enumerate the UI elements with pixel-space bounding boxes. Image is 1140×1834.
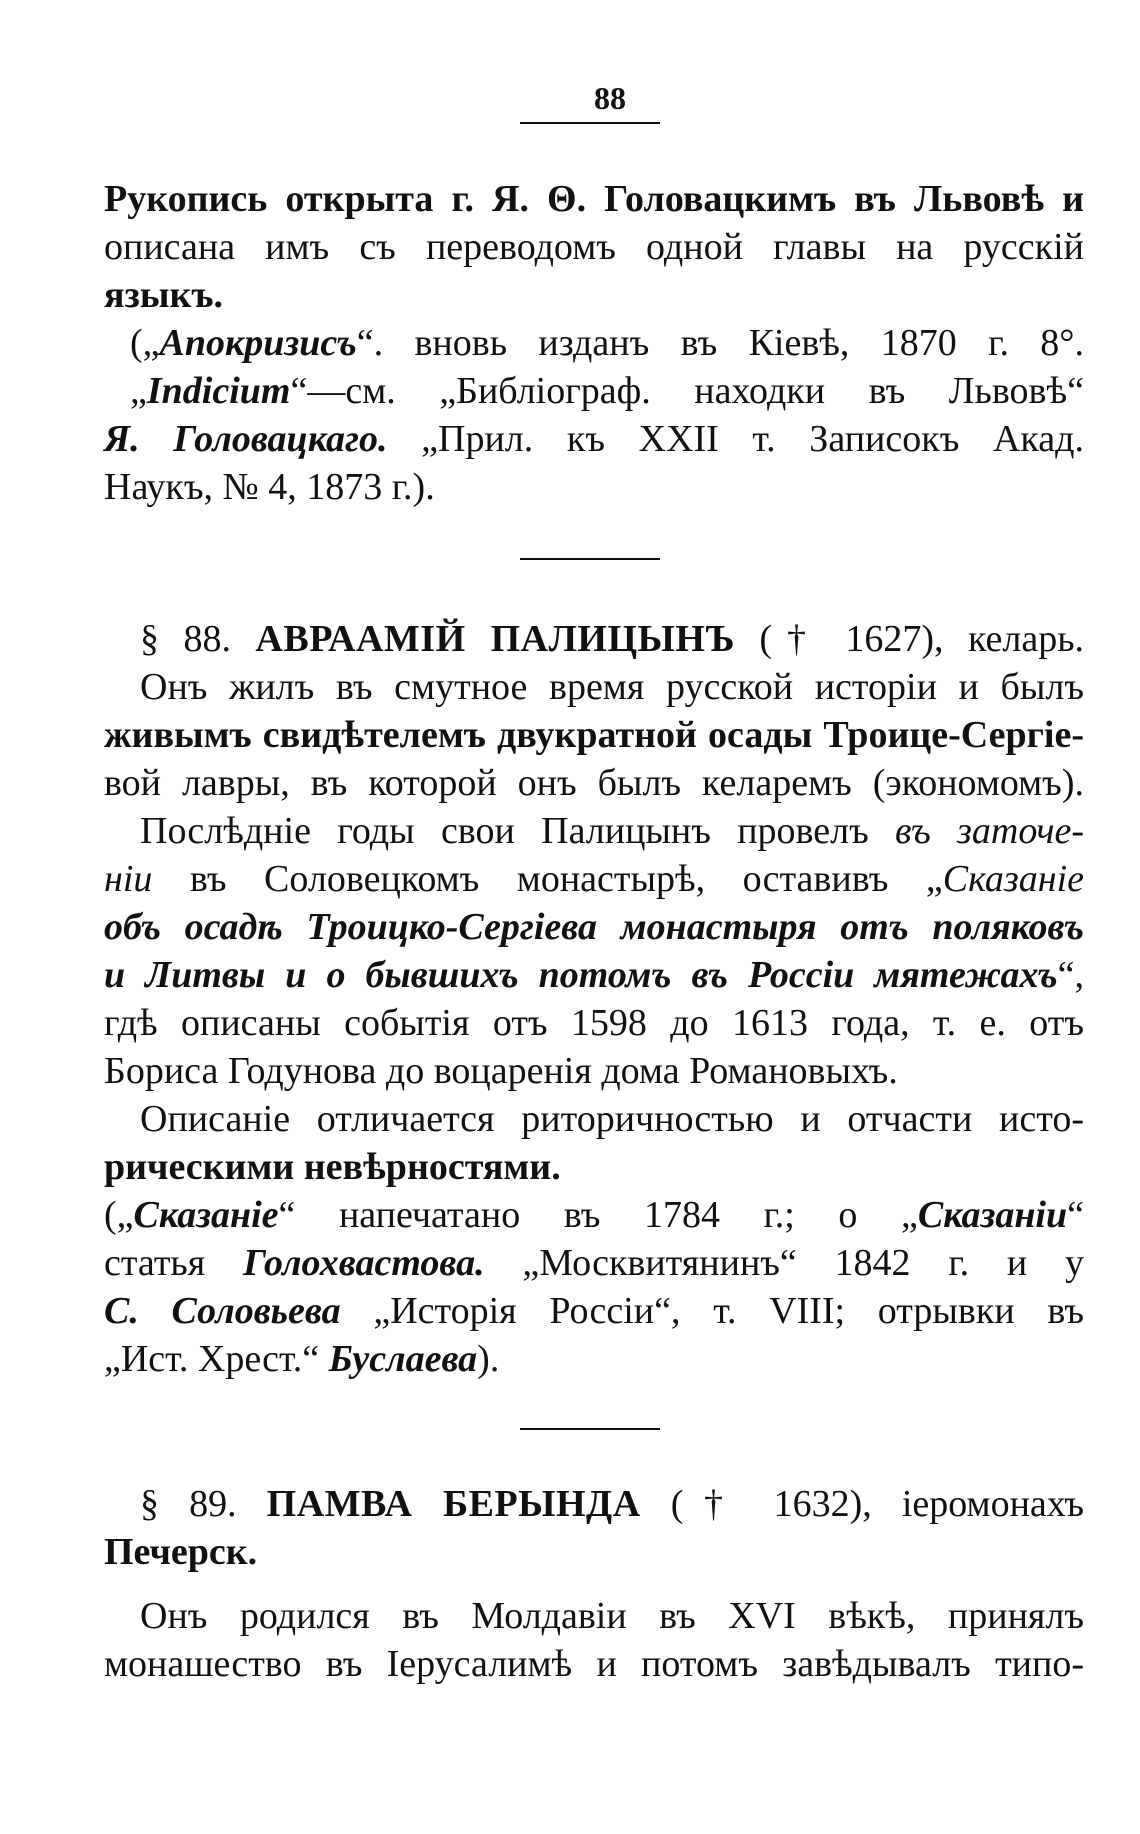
author-golovatsky: Я. Головацкаго. xyxy=(104,418,388,460)
quote-open: „ xyxy=(130,370,147,412)
s88-line-4 xyxy=(140,807,1084,855)
section-88-dates: († 1627), келарь. xyxy=(759,618,1085,660)
top-line-7: Наукъ, № 4, 1873 г.). xyxy=(104,466,435,508)
section-divider xyxy=(520,1428,660,1430)
s88-italic: и Литвы и о бывшихъ потомъ въ Россіи мятежахъ xyxy=(104,954,1058,996)
s88-line-9: Бориса Годунова до воцаренія дома Романовыхъ. xyxy=(104,1050,898,1092)
top-line-3: языкъ. xyxy=(104,274,224,316)
s88-line-11: рическими невѣрностями. xyxy=(104,1146,561,1188)
s88-line-15 xyxy=(104,1335,1084,1383)
quote-close: “, xyxy=(1057,954,1084,996)
quote-open: („ xyxy=(104,1194,134,1236)
section-88-name: АВРААМІЙ ПАЛИЦЫНЪ xyxy=(255,618,735,660)
quote-close: “ xyxy=(1067,1194,1084,1236)
header-rule xyxy=(520,122,660,124)
author-golokhvastov: Голохвастова. xyxy=(243,1242,485,1284)
s88-line-14 xyxy=(104,1287,1084,1335)
section-88-number: § 88. xyxy=(140,618,231,660)
s88-line-6: объ осадѣ Троицко-Сергіева монастыря отъ поляковъ xyxy=(104,906,1084,948)
edition-note: “. вновь изданъ въ Кіевѣ, 1870 г. 8°. xyxy=(356,322,1084,364)
s88-italic: ніи xyxy=(104,858,153,900)
page-number: 88 xyxy=(594,80,626,116)
s88-line-8: гдѣ описаны событія отъ 1598 до 1613 года, т. е. отъ xyxy=(104,1002,1084,1044)
s88-text: „Ист. Хрест.“ xyxy=(104,1338,329,1380)
title-skazanie: Сказаніе xyxy=(942,858,1084,900)
s88-italic: въ заточе- xyxy=(895,810,1084,852)
s89-line-2: монашество въ Іерусалимѣ и потомъ завѣдывалъ типо- xyxy=(104,1643,1084,1685)
s88-line-12 xyxy=(104,1191,1084,1239)
s88-line-1: Онъ жилъ въ смутное время русской исторіи и былъ xyxy=(140,666,1084,708)
s88-line-2: живымъ свидѣтелемъ двукратной осады Троице-Сергіе- xyxy=(104,714,1084,756)
title-skazanie: Сказаніе xyxy=(133,1194,279,1236)
author-buslaev: Буслаева xyxy=(328,1338,478,1380)
section-divider xyxy=(520,558,660,560)
s88-line-7 xyxy=(104,951,1084,999)
s88-line-10: Описаніе отличается риторичностью и отчасти исто- xyxy=(140,1098,1084,1140)
section-88-heading xyxy=(140,615,1084,663)
top-line-6 xyxy=(104,415,1084,463)
section-89-heading-cont: Печерск. xyxy=(104,1531,258,1573)
top-line-4 xyxy=(130,319,1084,367)
s88-line-5 xyxy=(104,855,1084,903)
title-skazanii: Сказаніи xyxy=(917,1194,1068,1236)
section-89-name: ПАМВА БЕРЫНДА xyxy=(266,1483,641,1525)
section-89-heading xyxy=(140,1480,1084,1528)
s89-line-1: Онъ родился въ Молдавіи въ XVI вѣкѣ, принялъ xyxy=(140,1595,1084,1637)
top-line-2: описана имъ съ переводомъ одной главы на русскій xyxy=(104,226,1084,268)
section-89-number: § 89. xyxy=(140,1483,237,1525)
appendix-note: „Прил. къ XXII т. Записокъ Акад. xyxy=(387,418,1084,460)
section-89-dates: († 1632), іеромонахъ xyxy=(670,1483,1084,1525)
bibliography-note: “—см. „Библіограф. находки въ Львовѣ“ xyxy=(290,370,1084,412)
top-line-5 xyxy=(130,367,1084,415)
s88-text: въ Соловецкомъ монастырѣ, оставивъ „ xyxy=(152,858,943,900)
title-apokrizis: Апокризисъ xyxy=(159,322,357,364)
s88-text: ). xyxy=(477,1338,500,1380)
author-solovyev: С. Соловьева xyxy=(104,1290,341,1332)
s88-text: Послѣдніе годы свои Палицынъ провелъ xyxy=(140,810,896,852)
s88-text: “ напечатано въ 1784 г.; о „ xyxy=(278,1194,918,1236)
top-line-1: Рукопись открыта г. Я. Θ. Головацкимъ въ Львовѣ и xyxy=(104,178,1084,220)
s88-text: „Москвитянинъ“ 1842 г. и у xyxy=(484,1242,1085,1284)
quote-open: („ xyxy=(130,322,160,364)
title-indicium: Indicium xyxy=(146,370,291,412)
s88-line-13 xyxy=(104,1239,1084,1287)
s88-text: статья xyxy=(104,1242,244,1284)
s88-line-3: вой лавры, въ которой онъ былъ келаремъ (экономомъ). xyxy=(104,762,1084,804)
s88-text: „Исторія Россіи“, т. VIII; отрывки въ xyxy=(340,1290,1084,1332)
